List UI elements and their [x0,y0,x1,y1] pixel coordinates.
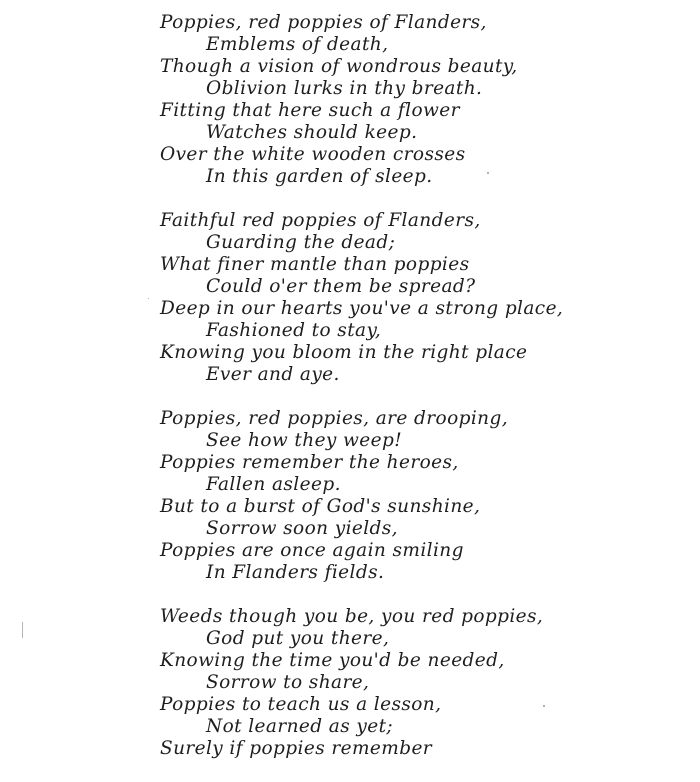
poem-line: Guarding the dead; [206,232,396,253]
poem [160,12,680,782]
poem-line: Fitting that here such a flower [160,100,460,121]
poem-line: Not learned as yet; [206,716,394,737]
poem-line: In this garden of sleep. [206,166,433,187]
stanza-4 [160,606,680,760]
poem-line: Poppies remember the heroes, [160,452,459,473]
poem-line: Oblivion lurks in thy breath. [206,78,483,99]
poem-line: Weeds though you be, you red poppies, [160,606,544,627]
poem-line: Sorrow to share, [206,672,370,693]
poem-line: Knowing the time you'd be needed, [160,650,505,671]
poem-line: Ever and aye. [206,364,340,385]
poem-line: Fashioned to stay, [206,320,382,341]
poem-line: But to a burst of God's sunshine, [160,496,481,517]
stanza-2 [160,210,680,386]
poem-line: Poppies, red poppies, are drooping, [160,408,509,429]
poem-line: Could o'er them be spread? [206,276,476,297]
poem-line: In Flanders fields. [206,562,385,583]
poem-line: Emblems of death, [206,34,389,55]
poem-line: Surely if poppies remember [160,738,433,759]
poem-line: Fallen asleep. [206,474,341,495]
poem-line: Knowing you bloom in the right place [160,342,528,363]
poem-line: Watches should keep. [206,122,418,143]
margin-mark [22,622,23,638]
poem-line: Poppies are once again smiling [160,540,464,561]
poem-line: Though a vision of wondrous beauty, [160,56,518,77]
poem-line: Over the white wooden crosses [160,144,466,165]
poem-line: Poppies, red poppies of Flanders, [160,12,487,33]
stanza-3 [160,408,680,584]
scan-speck [148,298,149,299]
poem-line: Deep in our hearts you've a strong place, [160,298,564,319]
scan-speck [543,705,545,707]
poem-line: God put you there, [206,628,390,649]
poem-line: Poppies to teach us a lesson, [160,694,442,715]
poem-line: What finer mantle than poppies [160,254,470,275]
scan-speck [487,172,489,174]
poem-line: See how they weep! [206,430,403,451]
stanza-1 [160,12,680,188]
poem-line: Faithful red poppies of Flanders, [160,210,481,231]
poem-line: Sorrow soon yields, [206,518,398,539]
